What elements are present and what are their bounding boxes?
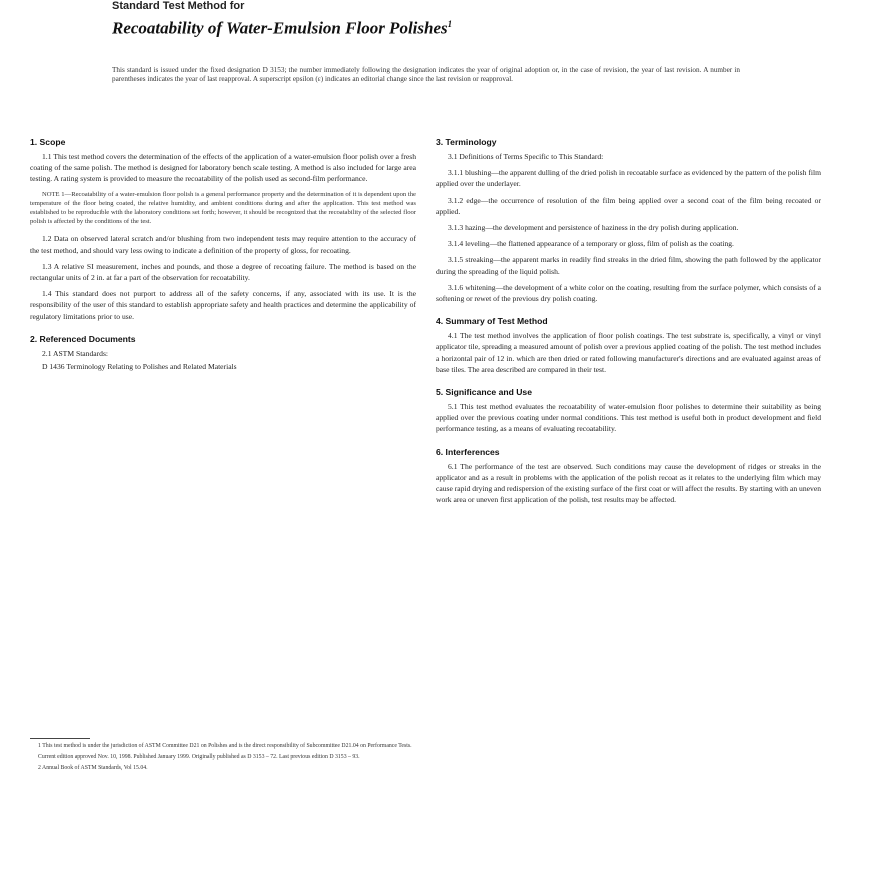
paragraph: 3.1.1 blushing—the apparent dulling of the dried polish in recoatable surface as evidenced by the pattern of the polish film applied over the underlayer. xyxy=(436,168,821,189)
note-paragraph: NOTE 1—Recoatability of a water-emulsion floor polish is a general performance property and the determination of it is dependent upon the temperature of the floor being coated, the relative humidity, and ambient conditions during and after the application. This test method was established to be reproducible with the laboratory conditions set forth; however, it should be recognized that the recoatability of the selected floor polish is affected by the conditions of the test. xyxy=(30,190,416,226)
section-heading: 6. Interferences xyxy=(436,446,500,457)
section xyxy=(436,386,821,435)
paragraph: 6.1 The performance of the test are observed. Such conditions may cause the development of ridges or streaks in the applicator and as a result in problems with the application of the polish recoat as it relates to the underlying film which may cause rapid drying and redispersion of the existing surface of the first coat or will affect the results. By starting with an uneven work area or uneven first application of the polish, test results may be affected. xyxy=(436,461,821,505)
section xyxy=(436,136,821,304)
paragraph: 5.1 This test method evaluates the recoatability of water-emulsion floor polishes to determine their suitability as being applied over the previous coating under normal conditions. This test method is useful both in product development and field performance testing, as a means of evaluating recoatability. xyxy=(436,402,821,434)
section xyxy=(30,333,416,372)
paragraph: 3.1 Definitions of Terms Specific to This Standard: xyxy=(448,152,604,161)
section xyxy=(30,136,416,322)
paragraph: 4.1 The test method involves the application of floor polish coatings. The test substrate is, specifically, a vinyl or vinyl applicator tile, spreading a measured amount of polish over a previous applied coating of the polish. The test method includes a horizontal pair of 12 in. which are then dried or rated following manufacturer's directions and are evaluated against areas of base tiles. The area described are compared in their test. xyxy=(436,331,821,374)
paragraph: 1.1 This test method covers the determination of the effects of the application of a water-emulsion floor polish over a fresh coating of the same polish. The method is designed for laboratory bench scale testing. A method is also included for large area testing. A rating system is provided to measure the recoatability of the polish used as second-film performance. xyxy=(30,152,416,184)
paragraph: 3.1.3 hazing—the development and persistence of haziness in the dry polish during application. xyxy=(448,223,739,233)
left-column xyxy=(30,136,416,383)
paragraph: 1.4 This standard does not purport to address all of the safety concerns, if any, associated with its use. It is the responsibility of the user of this standard to establish appropriate safety and health practices and determine the applicability of regulatory limitations prior to use. xyxy=(30,289,416,321)
section-heading: 4. Summary of Test Method xyxy=(436,316,548,327)
footnote: Current edition approved Nov. 10, 1998. Published January 1999. Originally published as D 3153 – 72. Last previous edition D 3153 – 93. xyxy=(38,754,360,761)
title-footnote-mark: 1 xyxy=(447,19,453,29)
paragraph: D 1436 Terminology Relating to Polishes and Related Materials xyxy=(42,362,237,372)
footnote: 2 Annual Book of ASTM Standards, Vol 15.04. xyxy=(38,765,148,772)
right-column xyxy=(436,136,821,516)
designation-notice: This standard is issued under the fixed designation D 3153; the number immediately following the designation indicates the year of original adoption or, in the case of revision, the year of last revision. A number in parentheses indicates the year of last reapproval. A superscript epsilon (ε) indicates an editorial change since the last revision or reapproval. xyxy=(112,66,740,84)
footnotes xyxy=(30,742,416,776)
section-heading: 1. Scope xyxy=(30,137,66,147)
section xyxy=(436,446,821,506)
paragraph: 3.1.5 streaking—the apparent marks in readily find streaks in the dried film, showing the path followed by the applicator during the spreading of the liquid polish. xyxy=(436,255,821,276)
paragraph: 3.1.2 edge—the occurrence of resolution of the film being applied over a second coat of the film being recoated or applied. xyxy=(436,195,821,216)
footnote-divider xyxy=(30,738,90,739)
paragraph: 1.3 A relative SI measurement, inches and pounds, and those a degree of recoating failure. The method is based on the rectangular units of 2 in. at far a part of the observation for recoatability. xyxy=(30,261,416,283)
section xyxy=(436,315,821,375)
paragraph: 2.1 ASTM Standards: xyxy=(42,348,109,358)
document-title xyxy=(112,14,792,39)
section-heading: 5. Significance and Use xyxy=(436,387,532,398)
footnote: 1 This test method is under the jurisdiction of ASTM Committee D21 on Polishes and is the direct responsibility of Subcommittee D21.04 on Performance Tests. xyxy=(38,743,412,749)
section-heading: 2. Referenced Documents xyxy=(30,333,136,344)
document-title-text: Recoatability of Water-Emulsion Floor Polishes xyxy=(112,18,448,38)
paragraph: 3.1.4 leveling—the flattened appearance of a temporary or gloss, film of polish as the coating. xyxy=(448,239,734,249)
paragraph: 3.1.6 whitening—the development of a white color on the coating, resulting from the surface polymer, which consists of a softening or rewet of the previous dry polish coating. xyxy=(436,282,821,304)
section-heading: 3. Terminology xyxy=(436,137,497,147)
paragraph: 1.2 Data on observed lateral scratch and/or blushing from two independent tests may require attention to the accuracy of the test method, and should vary less owing to indicate a definition of the property of gloss, for recoating. xyxy=(30,234,416,255)
document-kicker: Standard Test Method for xyxy=(112,0,245,12)
